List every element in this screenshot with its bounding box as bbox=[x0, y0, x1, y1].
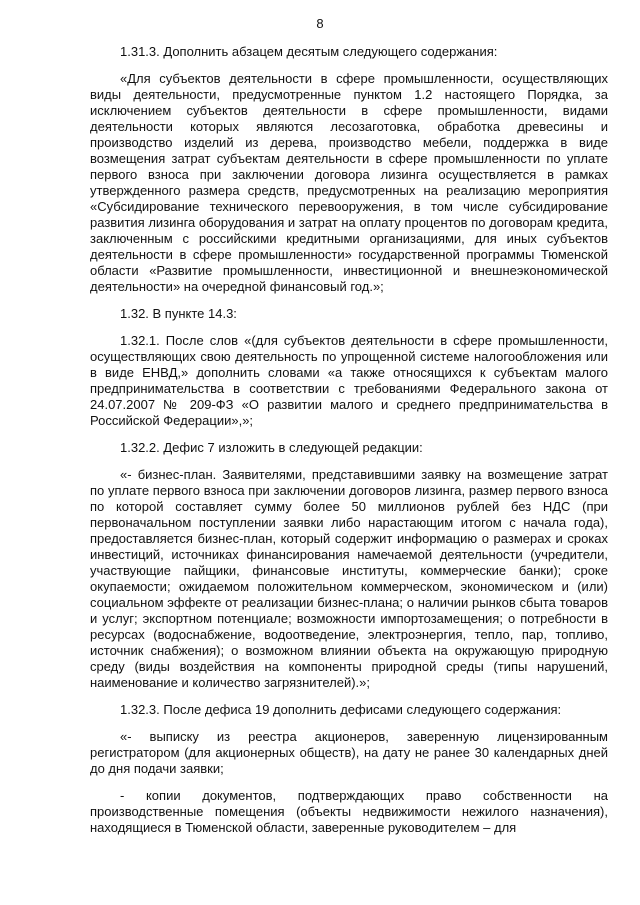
paragraph-1-32-heading: 1.32. В пункте 14.3: bbox=[120, 306, 237, 321]
paragraph-1-32-3: 1.32.3. После дефиса 19 дополнить дефисами следующего содержания: bbox=[120, 702, 562, 717]
paragraph-quote-leasing-support: «Для субъектов деятельности в сфере промышленности, осуществляющих виды деятельности, предусмотренные пунктом 1.2 настоящего Порядка, за исключением субъектов деятельности в сфере промышленности, видами деятельности которых являются лесозаготовка, обработка древесины и производство изделий из дерева, производство мебели, поддержка в виде возмещения затрат субъектам деятельности в сфере промышленности по уплате первого взноса при заключении договора лизинга осуществляется в рамках утвержденного размера средств, предусмотренных на реализацию мероприятия «Субсидирование технического перевооружения, в том числе субсидирование развития лизинга оборудования и затрат на оплату процентов по договорам кредита, заключенным с российскими кредитными организациями, для иных субъектов деятельности в сфере промышленности» государственной программы Тюменской области «Развитие промышленности, инвестиционной и внешнеэкономической деятельности» на очередной финансовый год.»; bbox=[90, 71, 608, 294]
paragraph-1-31-3-heading: 1.31.3. Дополнить абзацем десятым следующего содержания: bbox=[120, 44, 498, 59]
document-body bbox=[90, 44, 608, 847]
paragraph-shareholder-register: «- выписку из реестра акционеров, заверенную лицензированным регистратором (для акционерных обществ), на дату не ранее 30 календарных дней до дня подачи заявки; bbox=[90, 729, 608, 776]
paragraph-ownership-documents: - копии документов, подтверждающих право собственности на производственные помещения (объекты недвижимости нежилого назначения), находящиеся в Тюменской области, заверенные руководителем – для bbox=[90, 788, 608, 835]
paragraph-1-32-2: 1.32.2. Дефис 7 изложить в следующей редакции: bbox=[120, 440, 423, 455]
paragraph-business-plan: «- бизнес-план. Заявителями, представившими заявку на возмещение затрат по уплате первого взноса при заключении договоров лизинга, размер первого взноса по которой составляет сумму более 50 миллионов рублей без НДС (при первоначальном поступлении заявки либо нарастающим итогом с начала года), предоставляется бизнес-план, который содержит информацию о размерах и сроках инвестиций, источниках финансирования намечаемой деятельности (учредители, участвующие пайщики, финансовые институты, коммерческие банки); сроке окупаемости; ожидаемом положительном коммерческом, экономическом и (или) социальном эффекте от реализации бизнес-плана; о наличии рынков сбыта товаров и услуг; экспортном потенциале; возможности импортозамещения; о потребности в ресурсах (водоснабжение, водоотведение, электроэнергия, тепло, пар, топливо, источник снабжения); о возможном влиянии объекта на окружающую природную среду (виды воздействия на компоненты природной среды (типы нарушений, наименование и количество загрязнителей).»; bbox=[90, 467, 608, 690]
page-number: 8 bbox=[316, 16, 324, 31]
paragraph-1-32-1: 1.32.1. После слов «(для субъектов деятельности в сфере промышленности, осуществляющих свою деятельность по упрощенной системе налогообложения или в виде ЕНВД,» дополнить словами «а также относящихся к субъектам малого предпринимательства в соответствии с требованиями Федерального закона от 24.07.2007 № 209-ФЗ «О развитии малого и среднего предпринимательства в Российской Федерации»,»; bbox=[90, 333, 608, 428]
